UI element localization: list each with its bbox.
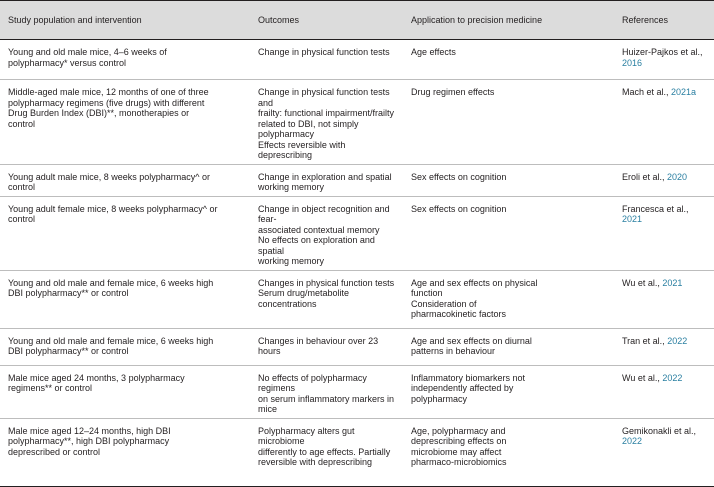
reference-year-link[interactable]: 2022 (662, 372, 683, 383)
cell-application-line: Inflammatory biomarkers not (411, 372, 526, 383)
cell-application-line: Sex effects on cognition (411, 203, 507, 214)
cell-outcomes-line: concentrations (258, 298, 317, 309)
cell-application (403, 270, 614, 328)
table-row (0, 164, 714, 196)
cell-population-line: Male mice aged 12–24 months, high DBI (8, 425, 171, 436)
cell-outcomes-line: Changes in behaviour over 23 hours (258, 335, 379, 356)
cell-outcomes-line: No effects of polypharmacy regimens (258, 372, 367, 393)
reference-authors: Gemikonakli et al., (622, 425, 697, 436)
reference-authors: Wu et al., (622, 372, 663, 383)
cell-population (0, 40, 250, 80)
cell-outcomes-line: on serum inflammatory markers in (258, 393, 395, 404)
cell-outcomes-line: Change in physical function tests and (258, 87, 390, 108)
cell-outcomes (250, 418, 403, 486)
cell-population-line: polypharmacy regimens (five drugs) with different (8, 97, 205, 108)
cell-population-line: Middle-aged male mice, 12 months of one of three (8, 87, 209, 97)
cell-outcomes-line: related to DBI, not simply (258, 118, 359, 129)
cell-reference (614, 40, 714, 80)
cell-reference (614, 196, 714, 270)
reference-authors: Eroli et al., (622, 171, 668, 182)
cell-application-line: Consideration of (411, 298, 477, 309)
cell-application-line: patterns in behaviour (411, 346, 496, 356)
cell-population (0, 80, 250, 165)
cell-reference (614, 164, 714, 196)
cell-population-line: DBI polypharmacy** or control (8, 288, 129, 298)
cell-reference (614, 418, 714, 486)
cell-population-line: regimens** or control (8, 383, 93, 393)
cell-application (403, 40, 614, 80)
header-outcomes: Outcomes (258, 14, 300, 25)
cell-application (403, 365, 614, 418)
cell-outcomes-line: reversible with deprescribing (258, 457, 373, 467)
cell-application-line: pharmacokinetic factors (411, 309, 507, 319)
cell-application (403, 418, 614, 486)
cell-application (403, 196, 614, 270)
cell-outcomes-line: associated contextual memory (258, 224, 380, 235)
cell-population-line: Young adult female mice, 8 weeks polypharmacy^ or (8, 203, 218, 214)
header-references: References (622, 14, 669, 25)
reference-authors: Tran et al., (622, 335, 668, 346)
cell-population (0, 270, 250, 328)
reference-authors: Wu et al., (622, 277, 663, 288)
cell-population-line: Drug Burden Index (DBI)**, monotherapies or (8, 108, 190, 118)
header-population: Study population and intervention (8, 14, 142, 25)
reference-authors: Francesca et al., (622, 203, 689, 214)
cell-application (403, 80, 614, 165)
cell-reference (614, 80, 714, 165)
cell-application-line: Age and sex effects on physical (411, 277, 538, 288)
cell-population-line: deprescribed or control (8, 446, 101, 457)
table-row (0, 196, 714, 270)
cell-population (0, 365, 250, 418)
reference-year-link[interactable]: 2021 (662, 277, 683, 288)
cell-outcomes-line: working memory (258, 182, 325, 192)
table-row (0, 328, 714, 365)
cell-population-line: control (8, 214, 36, 224)
cell-outcomes-line: Polypharmacy alters gut microbiome (258, 425, 355, 446)
cell-population-line: Male mice aged 24 months, 3 polypharmacy (8, 372, 185, 383)
cell-population (0, 164, 250, 196)
reference-year-link[interactable]: 2021 (622, 214, 643, 224)
cell-application-line: Drug regimen effects (411, 87, 495, 97)
header-application: Application to precision medicine (411, 14, 543, 25)
cell-application (403, 328, 614, 365)
table-header-row (0, 1, 714, 40)
table-row (0, 40, 714, 80)
cell-population-line: control (8, 182, 36, 192)
table-row (0, 270, 714, 328)
cell-application-line: Sex effects on cognition (411, 171, 507, 182)
reference-authors: Mach et al., (622, 87, 672, 97)
cell-application-line: function (411, 288, 443, 298)
cell-application-line: Age and sex effects on diurnal (411, 335, 532, 346)
cell-outcomes-line: Change in object recognition and fear- (258, 203, 390, 224)
table-row (0, 80, 714, 165)
cell-application-line: pharmaco-microbiomics (411, 457, 507, 467)
cell-population (0, 418, 250, 486)
table-body (0, 40, 714, 487)
reference-year-link[interactable]: 2022 (667, 335, 688, 346)
reference-year-link[interactable]: 2022 (622, 436, 643, 446)
cell-outcomes-line: Change in exploration and spatial (258, 171, 392, 182)
cell-application-line: deprescribing effects on (411, 436, 507, 446)
cell-outcomes-line: Serum drug/metabolite (258, 288, 350, 298)
cell-population-line: Young and old male and female mice, 6 weeks high (8, 335, 214, 346)
cell-outcomes-line: Effects reversible with deprescribing (258, 139, 346, 160)
reference-year-link[interactable]: 2016 (622, 57, 643, 68)
cell-population (0, 328, 250, 365)
cell-reference (614, 270, 714, 328)
cell-outcomes-line: differently to age effects. Partially (258, 446, 391, 457)
cell-population-line: polypharmacy**, high DBI polypharmacy (8, 436, 170, 446)
cell-population-line: control (8, 118, 36, 129)
cell-population-line: DBI polypharmacy** or control (8, 346, 129, 356)
cell-application (403, 164, 614, 196)
cell-outcomes (250, 270, 403, 328)
cell-outcomes-line: Change in physical function tests (258, 47, 390, 57)
reference-year-link[interactable]: 2021a (671, 87, 697, 97)
cell-application-line: independently affected by (411, 383, 514, 393)
cell-reference (614, 365, 714, 418)
cell-application-line: Age, polypharmacy and (411, 425, 506, 436)
reference-year-link[interactable]: 2020 (667, 171, 688, 182)
cell-application-line: polypharmacy (411, 393, 468, 404)
cell-outcomes (250, 40, 403, 80)
cell-outcomes (250, 196, 403, 270)
cell-outcomes-line: mice (258, 404, 278, 414)
cell-outcomes-line: polypharmacy (258, 129, 315, 139)
cell-application-line: Age effects (411, 47, 456, 57)
cell-outcomes (250, 328, 403, 365)
cell-outcomes-line: working memory (258, 256, 325, 266)
cell-outcomes-line: No effects on exploration and spatial (258, 235, 375, 256)
cell-population-line: Young and old male mice, 4–6 weeks of (8, 47, 167, 57)
cell-population (0, 196, 250, 270)
cell-population-line: Young and old male and female mice, 6 weeks high (8, 277, 214, 288)
cell-population-line: Young adult male mice, 8 weeks polypharmacy^ or (8, 171, 210, 182)
cell-reference (614, 328, 714, 365)
cell-outcomes-line: Changes in physical function tests (258, 277, 395, 288)
cell-outcomes (250, 80, 403, 165)
cell-population-line: polypharmacy* versus control (8, 57, 127, 68)
cell-outcomes-line: frailty: functional impairment/frailty (258, 108, 395, 118)
table-row (0, 365, 714, 418)
table-row (0, 418, 714, 486)
cell-outcomes (250, 365, 403, 418)
reference-authors: Huizer-Pajkos et al., (622, 47, 703, 57)
cell-application-line: microbiome may affect (411, 446, 502, 457)
cell-outcomes (250, 164, 403, 196)
